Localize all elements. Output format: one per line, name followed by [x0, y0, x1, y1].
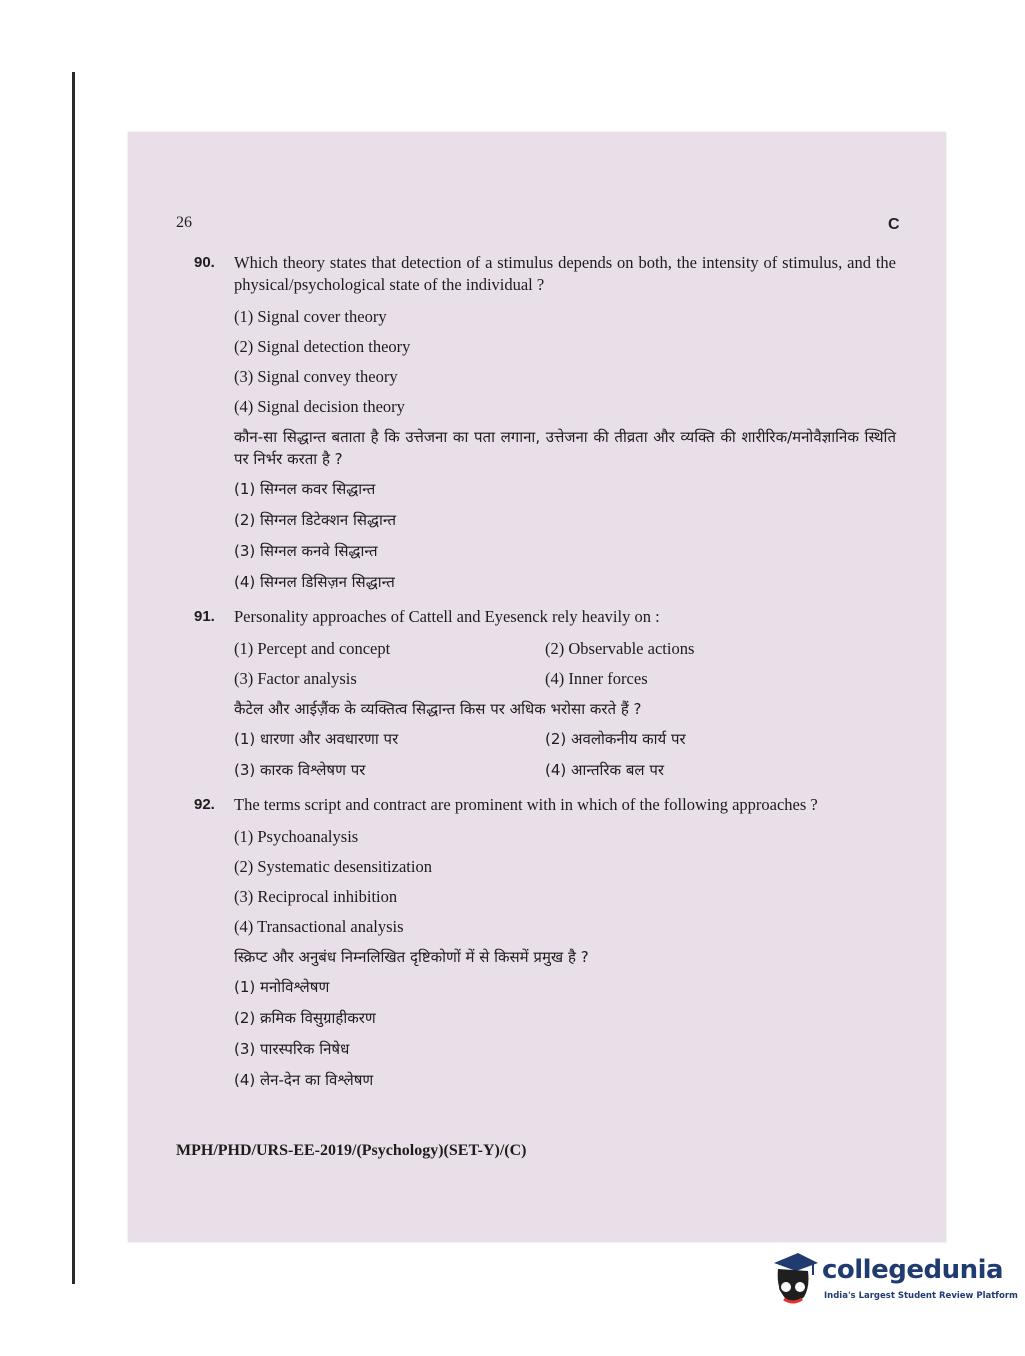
- options-grid-en: [234, 634, 896, 694]
- option-hi: (3) पारस्परिक निषेध: [234, 1040, 350, 1058]
- set-code: C: [888, 216, 900, 233]
- question-92: [194, 794, 896, 1096]
- option-en: (1) Signal cover theory: [234, 307, 387, 326]
- option-en: (2) Observable actions: [545, 639, 695, 658]
- question-91: [194, 606, 896, 786]
- option-hi: (2) सिग्नल डिटेक्शन सिद्धान्त: [234, 511, 397, 529]
- option-hi: (3) सिग्नल कनवे सिद्धान्त: [234, 542, 378, 560]
- option-hi: (4) लेन-देन का विश्लेषण: [234, 1071, 374, 1089]
- option-en: (4) Transactional analysis: [234, 917, 404, 936]
- option-en: (3) Signal convey theory: [234, 367, 398, 386]
- scan-edge: [72, 72, 75, 1284]
- page-number: 26: [176, 214, 192, 231]
- mascot-icon: [768, 1249, 820, 1313]
- option-hi: (1) धारणा और अवधारणा पर: [234, 730, 399, 748]
- option-en: (3) Reciprocal inhibition: [234, 887, 398, 906]
- option-hi: (3) कारक विश्लेषण पर: [234, 761, 366, 779]
- option-en: (1) Psychoanalysis: [234, 827, 359, 846]
- option-en: (4) Inner forces: [545, 669, 648, 688]
- question-text-hi: कौन-सा सिद्धान्त बताता है कि उत्तेजना का पता लगाना, उत्तेजना की तीव्रता और व्यक्ति की शारीरिक/मनोवैज्ञानिक स्थिति पर निर्भर करता है ?: [234, 428, 896, 468]
- option-en: (1) Percept and concept: [234, 639, 391, 658]
- paper-code: MPH/PHD/URS-EE-2019/(Psychology)(SET-Y)/(C): [176, 1142, 527, 1159]
- option-hi: (2) अवलोकनीय कार्य पर: [545, 730, 686, 748]
- question-number: 90.: [194, 254, 215, 271]
- option-hi: (4) आन्तरिक बल पर: [545, 761, 664, 779]
- question-90: [194, 252, 896, 598]
- option-hi: (4) सिग्नल डिसिज़न सिद्धान्त: [234, 573, 395, 591]
- questions: [194, 252, 896, 1104]
- option-en: (3) Factor analysis: [234, 669, 357, 688]
- question-text-en: The terms script and contract are prominent with in which of the following approaches ?: [234, 795, 818, 814]
- question-text-hi: कैटेल और आईज़ैंक के व्यक्तित्व सिद्धान्त किस पर अधिक भरोसा करते हैं ?: [234, 700, 642, 718]
- option-en: (2) Systematic desensitization: [234, 857, 432, 876]
- collegedunia-logo: [768, 1249, 1018, 1313]
- option-hi: (2) क्रमिक विसुग्राहीकरण: [234, 1009, 376, 1027]
- question-text-en: Which theory states that detection of a stimulus depends on both, the intensity of stimulus, and the physical/psychological state of the individual ?: [234, 253, 896, 294]
- option-en: (2) Signal detection theory: [234, 337, 411, 356]
- question-number: 91.: [194, 608, 215, 625]
- brand-tagline: India's Largest Student Review Platform: [824, 1291, 1018, 1301]
- question-text-hi: स्क्रिप्ट और अनुबंध निम्नलिखित दृष्टिकोणों में से किसमें प्रमुख है ?: [234, 948, 589, 966]
- option-hi: (1) सिग्नल कवर सिद्धान्त: [234, 480, 376, 498]
- option-hi: (1) मनोविश्लेषण: [234, 978, 330, 996]
- question-text-en: Personality approaches of Cattell and Eyesenck rely heavily on :: [234, 607, 660, 626]
- option-en: (4) Signal decision theory: [234, 397, 405, 416]
- brand-name: collegedunia: [822, 1255, 1004, 1285]
- options-grid-hi: [234, 724, 896, 786]
- question-number: 92.: [194, 796, 215, 813]
